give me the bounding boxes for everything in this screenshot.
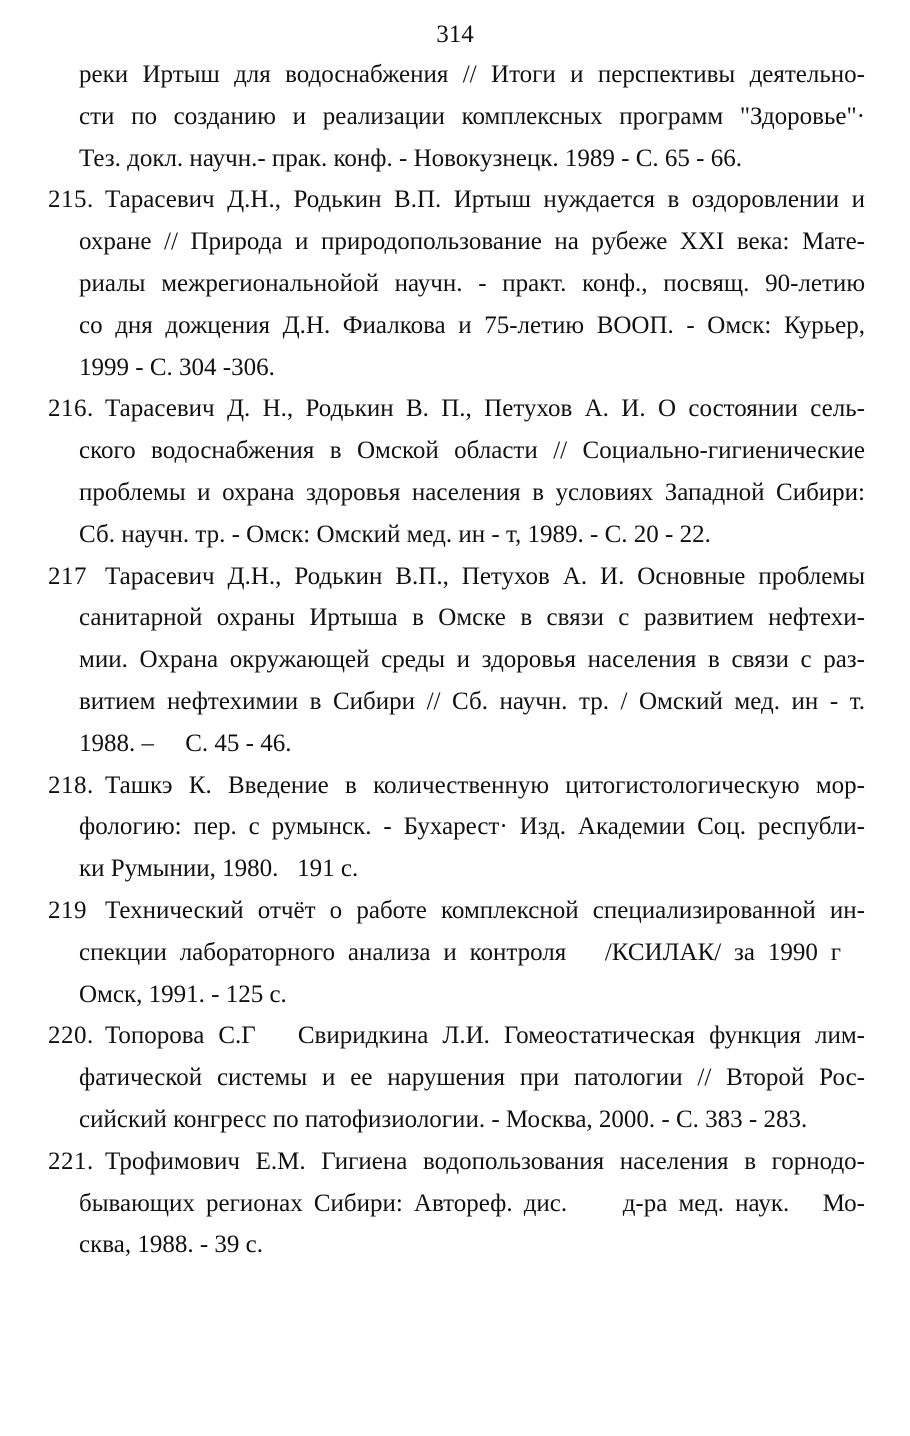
reference-list [0, 54, 910, 1266]
entry-line: фатической системы и ее нарушения при патологии // Второй Рос- [79, 1064, 865, 1092]
entry-line: сква, 1988. - 39 с. [79, 1231, 263, 1259]
entry-line: сийский конгресс по патофизиологии. - Москва, 2000. - С. 383 - 283. [79, 1105, 808, 1133]
entry-first-line [48, 1141, 865, 1183]
entry-first-line [48, 765, 865, 807]
entry-number: 220. [48, 1022, 94, 1050]
reference-entry-215 [0, 179, 910, 388]
entry-line: ского водоснабжения в Омской области // Социально-гигиенические [79, 437, 865, 465]
entry-line: Тез. докл. научн.- прак. конф. - Новокузнецк. 1989 - С. 65 - 66. [79, 144, 743, 172]
entry-number: 217 [48, 562, 87, 590]
reference-entry-218 [0, 765, 910, 890]
entry-first-line [48, 556, 865, 598]
entry-line: Тарасевич Д.Н., Родькин В.П., Петухов А. И. Основные проблемы [105, 562, 865, 590]
entry-line: риалы межрегиональнойой научн. - практ. конф., посвящ. 90-летию [79, 269, 865, 297]
entry-line: Технический отчёт о работе комплексной специализированной ин- [105, 896, 865, 924]
entry-first-line [48, 179, 865, 221]
entry-number: 218. [48, 771, 94, 799]
entry-line: бывающих регионах Сибири: Автореф. дис. д-ра мед. наук. Мо- [79, 1189, 865, 1217]
reference-entry-217 [0, 556, 910, 765]
entry-line: Ташкэ К. Введение в количественную цитогистологическую мор- [105, 771, 865, 799]
entry-line: Топорова С.Г Свиридкина Л.И. Гомеостатическая функция лим- [105, 1022, 865, 1050]
entry-number: 221. [48, 1147, 94, 1175]
entry-line: мии. Охрана окружающей среды и здоровья населения в связи с раз- [79, 646, 865, 674]
entry-line: Сб. научн. тр. - Омск: Омский мед. ин - т, 1989. - С. 20 - 22. [79, 520, 711, 548]
entry-line: спекции лабораторного анализа и контроля /КСИЛАК/ за 1990 г [79, 938, 841, 966]
entry-first-line [48, 1015, 865, 1057]
entry-line: Омск, 1991. - 125 с. [79, 980, 287, 1008]
page-number: 314 [436, 21, 474, 48]
entry-first-line [48, 388, 865, 430]
entry-number: 219 [48, 896, 87, 924]
entry-line: фологию: пер. с румынск. - Бухарест· Изд. Академии Соц. республи- [79, 813, 865, 841]
reference-entry-continued [0, 54, 910, 179]
entry-line: охране // Природа и природопользование на рубеже XXI века: Мате- [79, 228, 865, 256]
entry-line: проблемы и охрана здоровья населения в условиях Западной Сибири: [79, 478, 865, 506]
entry-line: реки Иртыш для водоснабжения // Итоги и перспективы деятельно- [79, 61, 865, 88]
entry-number: 216. [48, 395, 94, 423]
entry-line: 1988. – С. 45 - 46. [79, 729, 292, 757]
entry-line: Тарасевич Д.Н., Родькин В.П. Иртыш нуждается в оздоровлении и [105, 186, 865, 214]
reference-entry-216 [0, 388, 910, 555]
entry-line: ки Румынии, 1980. 191 с. [79, 855, 359, 883]
reference-entry-221 [0, 1141, 910, 1266]
reference-entry-219 [0, 890, 910, 1015]
reference-entry-220 [0, 1015, 910, 1140]
entry-line: санитарной охраны Иртыша в Омске в связи с развитием нефтехи- [79, 604, 865, 632]
entry-line: Трофимович Е.М. Гигиена водопользования населения в горнодо- [105, 1147, 865, 1175]
entry-first-line [48, 890, 865, 932]
entry-line: Тарасевич Д. Н., Родькин В. П., Петухов А. И. О состоянии сель- [105, 395, 865, 423]
entry-line: витием нефтехимии в Сибири // Сб. научн. тр. / Омский мед. ин - т. [79, 687, 865, 715]
entry-number: 215. [48, 186, 94, 214]
entry-line: 1999 - С. 304 -306. [79, 353, 275, 381]
entry-line: со дня дожцения Д.Н. Фиалкова и 75-летию ВООП. - Омск: Курьер, [79, 311, 865, 339]
entry-line: сти по созданию и реализации комплексных программ "Здоровье"· [79, 102, 865, 130]
